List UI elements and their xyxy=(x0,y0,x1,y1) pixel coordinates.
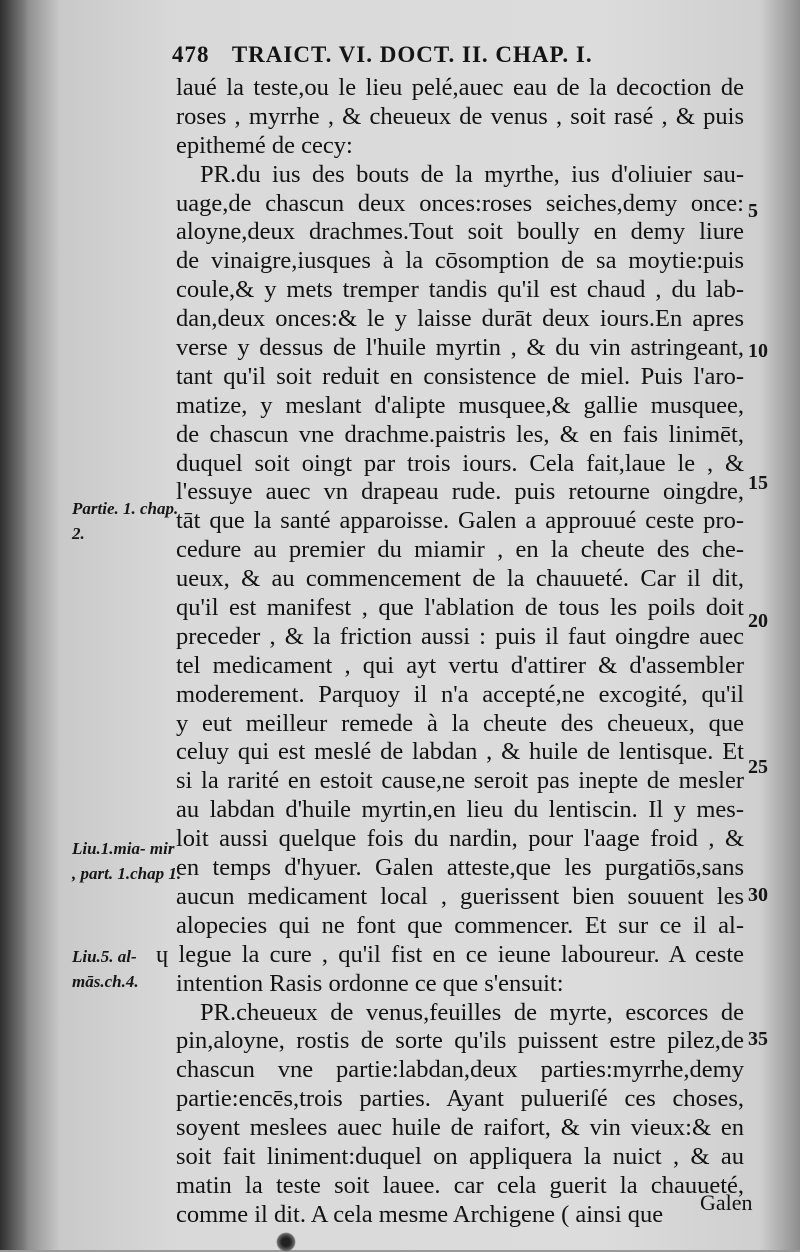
running-header xyxy=(172,42,732,68)
paragraph-mark: ɥ xyxy=(156,940,169,968)
text-line-content: legue la cure , qu'il fist en ce ieune laboureur. A ceste xyxy=(178,940,744,968)
text-line: epithemé de cecy: xyxy=(176,131,353,159)
text-line: comme il dit. A cela mesme Archigene ( ainsi que xyxy=(176,1200,664,1228)
bleed-through-text xyxy=(40,380,180,400)
catchword: Galen xyxy=(700,1190,753,1215)
text-line: celuy qui est meslé de labdan , & huile de lentisque. Et xyxy=(176,738,744,766)
text-line: aloyne,deux drachmes.Tout soit boully en demy liure xyxy=(176,218,744,246)
margin-note: Liu.1.mia- mir , part. 1.chap 1. xyxy=(72,839,182,883)
text-line: dan,deux onces:& le y laisse durāt deux iours.En apres xyxy=(176,305,744,333)
text-line: chascun vne partie:labdan,deux parties:myrrhe,demy xyxy=(176,1056,744,1084)
text-line: PR.cheueux de venus,feuilles de myrte, escorces de xyxy=(200,998,744,1026)
line-number: 5 xyxy=(748,200,758,222)
text-line: laué la teste,ou le lieu pelé,auec eau de la decoction de xyxy=(176,74,744,101)
body-text xyxy=(156,74,744,1230)
line-number: 15 xyxy=(748,472,768,494)
text-line: intention Rasis ordonne ce que s'ensuit: xyxy=(176,969,564,997)
text-line: tel medicament , qui ayt vertu d'attirer & d'assembler xyxy=(176,651,744,679)
line-number: 25 xyxy=(748,756,768,778)
line-number: 20 xyxy=(748,610,768,632)
text-line: y eut meilleur remede à la cheute des cheueux, que xyxy=(176,709,744,737)
text-line: loit aussi quelque fois du nardin, pour l'aage froid , & xyxy=(176,825,744,853)
text-line: verse y dessus de l'huile myrtin , & du vin astringeant, xyxy=(176,334,744,362)
text-line: matin la teste soit lauee. car cela guerit la chauueté, xyxy=(176,1171,744,1199)
text-line: qu'il est manifest , que l'ablation de tous les poils doit xyxy=(176,594,744,622)
margin-note: Partie. 1. chap. 2. xyxy=(72,499,179,543)
text-line: si la rarité en estoit cause,ne seroit pas inepte de mesler xyxy=(176,767,744,795)
text-line: au labdan d'huile myrtin,en lieu du lentiscin. Il y mes- xyxy=(176,796,744,824)
text-line: PR.du ius des bouts de la myrthe, ius d'oliuier sau- xyxy=(200,160,744,188)
text-line: coule,& y mets tremper tandis qu'il est chaud , du lab- xyxy=(176,276,744,304)
text-line: duquel soit oingt par trois iours. Cela fait,laue le , & xyxy=(176,449,744,477)
text-line: cedure au premier du miamir , en la cheute des che- xyxy=(176,536,744,564)
text-line: roses , myrrhe , & cheueux de venus , soit rasé , & puis xyxy=(176,102,744,130)
text-line: l'essuye auec vn drapeau rude. puis retourne oingdre, xyxy=(176,478,744,506)
text-line: preceder , & la friction aussi : puis il faut oingdre auec xyxy=(176,622,744,650)
text-line: uage,de chascun deux onces:roses seiches,demy once: xyxy=(176,189,744,217)
text-line: soit fait liniment:duquel on appliquera la nuict , & au xyxy=(176,1142,744,1170)
line-number: 10 xyxy=(748,340,768,362)
text-line: matize, y meslant d'alipte musquee,& gallie musquee, xyxy=(176,391,744,419)
text-line: de chascun vne drachme.paistris les, & en fais linimēt, xyxy=(176,420,744,448)
text-line: alopecies qui ne font que commencer. Et sur ce il al- xyxy=(176,911,744,939)
text-line: en temps d'hyuer. Galen atteste,que les purgatiōs,sans xyxy=(176,854,744,882)
text-line: pin,aloyne, rostis de sorte qu'ils puissent estre pilez,de xyxy=(176,1027,744,1055)
text-line: ueux, & au commencement de la chauueté. Car il dit, xyxy=(176,565,744,593)
page-number: 478 xyxy=(172,42,210,67)
text-line: moderement. Parquoy il n'a accepté,ne excogité, qu'il xyxy=(176,680,744,708)
text-line: tāt que la santé apparoisse. Galen a approuué ceste pro- xyxy=(176,507,744,535)
text-line: tant qu'il soit reduit en consistence de miel. Puis l'aro- xyxy=(176,362,744,390)
book-spine-shadow xyxy=(0,0,28,1250)
running-title: TRAICT. VI. DOCT. II. CHAP. I. xyxy=(231,42,593,67)
text-line: aucun medicament local , guerissent bien souuent les xyxy=(176,882,744,910)
text-line: de vinaigre,iusques à la cōsomption de sa moytie:puis xyxy=(176,247,744,275)
text-line: partie:encēs,trois parties. Ayant pulueriſé ces choses, xyxy=(176,1085,744,1113)
text-line xyxy=(156,941,744,970)
text-line: soyent meslees auec huile de raifort, & vin vieux:& en xyxy=(176,1114,744,1142)
line-number: 30 xyxy=(748,884,768,906)
binding-hole-ornament xyxy=(276,1232,296,1252)
line-number: 35 xyxy=(748,1028,768,1050)
margin-note: Liu.5. al- mās.ch.4. xyxy=(72,947,139,991)
